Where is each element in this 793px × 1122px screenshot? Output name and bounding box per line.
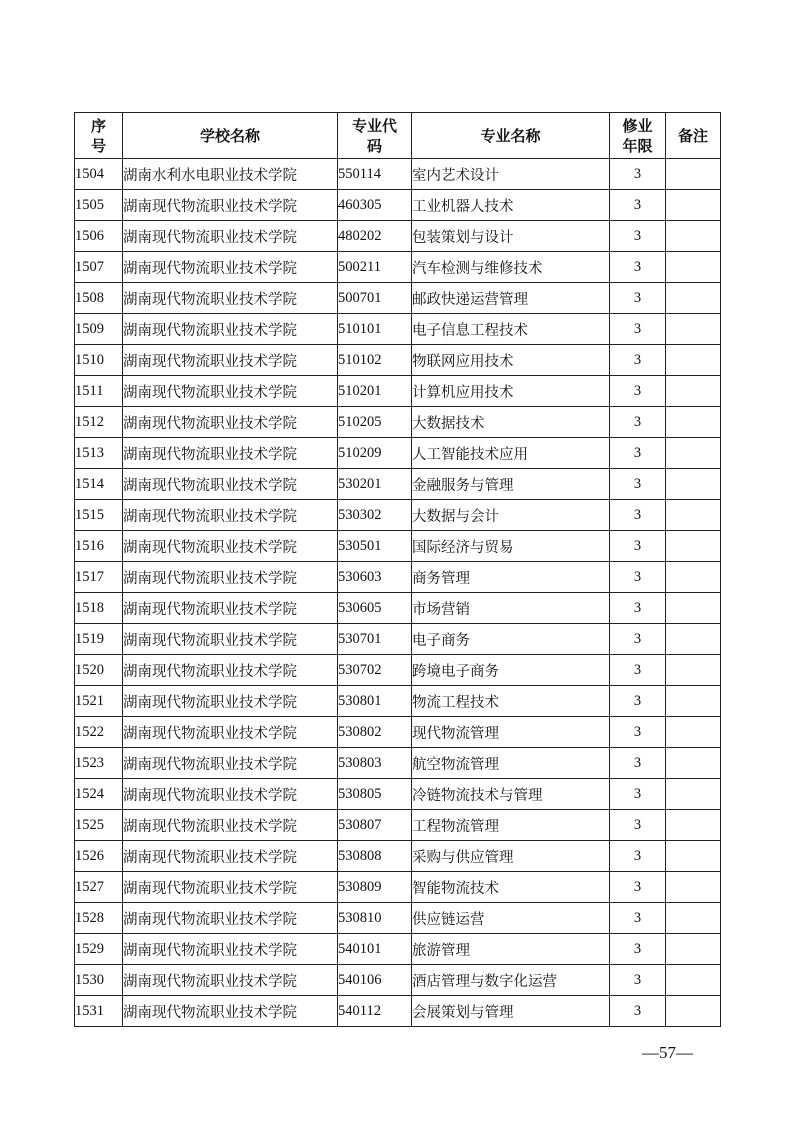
school-name-cell: 湖南现代物流职业技术学院 — [123, 655, 338, 686]
major-name-cell: 金融服务与管理 — [412, 469, 610, 500]
page-number: —57— — [642, 1043, 693, 1062]
serial-number-cell: 1531 — [75, 996, 123, 1027]
major-code-cell: 530801 — [338, 686, 412, 717]
table-row — [75, 407, 721, 438]
study-years-cell: 3 — [610, 810, 666, 841]
header-major-code: 专业代码 — [338, 113, 412, 159]
table-row — [75, 252, 721, 283]
school-name-cell: 湖南现代物流职业技术学院 — [123, 965, 338, 996]
major-code-cell: 530605 — [338, 593, 412, 624]
major-code-cell: 510205 — [338, 407, 412, 438]
study-years-cell: 3 — [610, 717, 666, 748]
major-code-cell: 510101 — [338, 314, 412, 345]
serial-number-cell: 1506 — [75, 221, 123, 252]
study-years-cell: 3 — [610, 872, 666, 903]
major-name-cell: 室内艺术设计 — [412, 159, 610, 190]
table-row — [75, 748, 721, 779]
study-years-cell: 3 — [610, 376, 666, 407]
major-name-cell: 包装策划与设计 — [412, 221, 610, 252]
table-row — [75, 376, 721, 407]
major-name-cell: 现代物流管理 — [412, 717, 610, 748]
major-name-cell: 市场营销 — [412, 593, 610, 624]
remarks-cell — [666, 655, 721, 686]
school-name-cell: 湖南现代物流职业技术学院 — [123, 376, 338, 407]
major-name-cell: 国际经济与贸易 — [412, 531, 610, 562]
serial-number-cell: 1504 — [75, 159, 123, 190]
major-name-cell: 采购与供应管理 — [412, 841, 610, 872]
study-years-cell: 3 — [610, 500, 666, 531]
remarks-cell — [666, 469, 721, 500]
table-body — [75, 159, 721, 1027]
school-name-cell: 湖南现代物流职业技术学院 — [123, 221, 338, 252]
serial-number-cell: 1520 — [75, 655, 123, 686]
major-name-cell: 电子信息工程技术 — [412, 314, 610, 345]
table-row — [75, 810, 721, 841]
table-row — [75, 686, 721, 717]
major-name-cell: 计算机应用技术 — [412, 376, 610, 407]
study-years-cell: 3 — [610, 593, 666, 624]
school-name-cell: 湖南现代物流职业技术学院 — [123, 841, 338, 872]
major-name-cell: 邮政快递运营管理 — [412, 283, 610, 314]
remarks-cell — [666, 221, 721, 252]
serial-number-cell: 1515 — [75, 500, 123, 531]
study-years-cell: 3 — [610, 190, 666, 221]
study-years-cell: 3 — [610, 531, 666, 562]
table-row — [75, 841, 721, 872]
major-name-cell: 汽车检测与维修技术 — [412, 252, 610, 283]
header-remarks: 备注 — [666, 113, 721, 159]
table-row — [75, 159, 721, 190]
serial-number-cell: 1510 — [75, 345, 123, 376]
study-years-cell: 3 — [610, 562, 666, 593]
major-name-cell: 工业机器人技术 — [412, 190, 610, 221]
remarks-cell — [666, 934, 721, 965]
major-code-cell: 530805 — [338, 779, 412, 810]
major-code-cell: 530808 — [338, 841, 412, 872]
major-name-cell: 跨境电子商务 — [412, 655, 610, 686]
majors-table — [74, 112, 721, 1027]
remarks-cell — [666, 686, 721, 717]
serial-number-cell: 1529 — [75, 934, 123, 965]
study-years-cell: 3 — [610, 655, 666, 686]
major-code-cell: 460305 — [338, 190, 412, 221]
school-name-cell: 湖南现代物流职业技术学院 — [123, 190, 338, 221]
study-years-cell: 3 — [610, 779, 666, 810]
study-years-cell: 3 — [610, 314, 666, 345]
serial-number-cell: 1513 — [75, 438, 123, 469]
table-row — [75, 438, 721, 469]
serial-number-cell: 1525 — [75, 810, 123, 841]
school-name-cell: 湖南现代物流职业技术学院 — [123, 934, 338, 965]
remarks-cell — [666, 345, 721, 376]
school-name-cell: 湖南现代物流职业技术学院 — [123, 748, 338, 779]
serial-number-cell: 1519 — [75, 624, 123, 655]
major-code-cell: 550114 — [338, 159, 412, 190]
remarks-cell — [666, 779, 721, 810]
remarks-cell — [666, 252, 721, 283]
table-row — [75, 562, 721, 593]
study-years-cell: 3 — [610, 438, 666, 469]
school-name-cell: 湖南水利水电职业技术学院 — [123, 159, 338, 190]
remarks-cell — [666, 748, 721, 779]
school-name-cell: 湖南现代物流职业技术学院 — [123, 345, 338, 376]
study-years-cell: 3 — [610, 159, 666, 190]
remarks-cell — [666, 717, 721, 748]
serial-number-cell: 1527 — [75, 872, 123, 903]
table-row — [75, 903, 721, 934]
serial-number-cell: 1512 — [75, 407, 123, 438]
study-years-cell: 3 — [610, 748, 666, 779]
major-name-cell: 供应链运营 — [412, 903, 610, 934]
major-code-cell: 540106 — [338, 965, 412, 996]
serial-number-cell: 1514 — [75, 469, 123, 500]
major-code-cell: 530603 — [338, 562, 412, 593]
remarks-cell — [666, 438, 721, 469]
study-years-cell: 3 — [610, 686, 666, 717]
table-row — [75, 996, 721, 1027]
study-years-cell: 3 — [610, 965, 666, 996]
major-name-cell: 旅游管理 — [412, 934, 610, 965]
school-name-cell: 湖南现代物流职业技术学院 — [123, 872, 338, 903]
school-name-cell: 湖南现代物流职业技术学院 — [123, 314, 338, 345]
remarks-cell — [666, 283, 721, 314]
study-years-cell: 3 — [610, 841, 666, 872]
major-code-cell: 540112 — [338, 996, 412, 1027]
remarks-cell — [666, 903, 721, 934]
remarks-cell — [666, 872, 721, 903]
school-name-cell: 湖南现代物流职业技术学院 — [123, 252, 338, 283]
header-serial-number: 序号 — [75, 113, 123, 159]
header-row — [75, 113, 721, 159]
table-header — [75, 113, 721, 159]
major-name-cell: 人工智能技术应用 — [412, 438, 610, 469]
table-row — [75, 345, 721, 376]
major-name-cell: 冷链物流技术与管理 — [412, 779, 610, 810]
table-row — [75, 283, 721, 314]
header-school-name: 学校名称 — [123, 113, 338, 159]
major-name-cell: 大数据技术 — [412, 407, 610, 438]
major-name-cell: 会展策划与管理 — [412, 996, 610, 1027]
major-code-cell: 530810 — [338, 903, 412, 934]
school-name-cell: 湖南现代物流职业技术学院 — [123, 686, 338, 717]
serial-number-cell: 1528 — [75, 903, 123, 934]
major-code-cell: 530702 — [338, 655, 412, 686]
serial-number-cell: 1523 — [75, 748, 123, 779]
table-row — [75, 314, 721, 345]
major-name-cell: 智能物流技术 — [412, 872, 610, 903]
remarks-cell — [666, 562, 721, 593]
study-years-cell: 3 — [610, 407, 666, 438]
major-code-cell: 510209 — [338, 438, 412, 469]
school-name-cell: 湖南现代物流职业技术学院 — [123, 407, 338, 438]
school-name-cell: 湖南现代物流职业技术学院 — [123, 531, 338, 562]
school-name-cell: 湖南现代物流职业技术学院 — [123, 469, 338, 500]
study-years-cell: 3 — [610, 624, 666, 655]
serial-number-cell: 1508 — [75, 283, 123, 314]
remarks-cell — [666, 996, 721, 1027]
remarks-cell — [666, 810, 721, 841]
serial-number-cell: 1505 — [75, 190, 123, 221]
school-name-cell: 湖南现代物流职业技术学院 — [123, 624, 338, 655]
table-row — [75, 500, 721, 531]
major-code-cell: 530802 — [338, 717, 412, 748]
major-code-cell: 530201 — [338, 469, 412, 500]
major-code-cell: 530501 — [338, 531, 412, 562]
major-name-cell: 物流工程技术 — [412, 686, 610, 717]
major-code-cell: 500211 — [338, 252, 412, 283]
major-name-cell: 航空物流管理 — [412, 748, 610, 779]
school-name-cell: 湖南现代物流职业技术学院 — [123, 779, 338, 810]
major-name-cell: 酒店管理与数字化运营 — [412, 965, 610, 996]
major-code-cell: 530302 — [338, 500, 412, 531]
serial-number-cell: 1516 — [75, 531, 123, 562]
school-name-cell: 湖南现代物流职业技术学院 — [123, 717, 338, 748]
study-years-cell: 3 — [610, 221, 666, 252]
major-code-cell: 510201 — [338, 376, 412, 407]
serial-number-cell: 1507 — [75, 252, 123, 283]
school-name-cell: 湖南现代物流职业技术学院 — [123, 438, 338, 469]
major-code-cell: 510102 — [338, 345, 412, 376]
serial-number-cell: 1526 — [75, 841, 123, 872]
remarks-cell — [666, 500, 721, 531]
remarks-cell — [666, 376, 721, 407]
major-name-cell: 商务管理 — [412, 562, 610, 593]
table-row — [75, 779, 721, 810]
remarks-cell — [666, 190, 721, 221]
remarks-cell — [666, 531, 721, 562]
table-row — [75, 934, 721, 965]
serial-number-cell: 1517 — [75, 562, 123, 593]
school-name-cell: 湖南现代物流职业技术学院 — [123, 593, 338, 624]
school-name-cell: 湖南现代物流职业技术学院 — [123, 283, 338, 314]
school-name-cell: 湖南现代物流职业技术学院 — [123, 500, 338, 531]
remarks-cell — [666, 407, 721, 438]
major-code-cell: 500701 — [338, 283, 412, 314]
major-code-cell: 530803 — [338, 748, 412, 779]
serial-number-cell: 1511 — [75, 376, 123, 407]
serial-number-cell: 1522 — [75, 717, 123, 748]
table-row — [75, 221, 721, 252]
serial-number-cell: 1530 — [75, 965, 123, 996]
major-code-cell: 530809 — [338, 872, 412, 903]
serial-number-cell: 1521 — [75, 686, 123, 717]
table-row — [75, 593, 721, 624]
remarks-cell — [666, 314, 721, 345]
table-row — [75, 872, 721, 903]
table-row — [75, 531, 721, 562]
major-name-cell: 物联网应用技术 — [412, 345, 610, 376]
serial-number-cell: 1518 — [75, 593, 123, 624]
study-years-cell: 3 — [610, 283, 666, 314]
remarks-cell — [666, 624, 721, 655]
table-row — [75, 190, 721, 221]
major-code-cell: 530701 — [338, 624, 412, 655]
serial-number-cell: 1524 — [75, 779, 123, 810]
study-years-cell: 3 — [610, 252, 666, 283]
major-name-cell: 大数据与会计 — [412, 500, 610, 531]
study-years-cell: 3 — [610, 345, 666, 376]
major-name-cell: 电子商务 — [412, 624, 610, 655]
header-study-years: 修业年限 — [610, 113, 666, 159]
major-code-cell: 530807 — [338, 810, 412, 841]
table-row — [75, 624, 721, 655]
header-major-name: 专业名称 — [412, 113, 610, 159]
school-name-cell: 湖南现代物流职业技术学院 — [123, 996, 338, 1027]
major-code-cell: 540101 — [338, 934, 412, 965]
major-name-cell: 工程物流管理 — [412, 810, 610, 841]
major-code-cell: 480202 — [338, 221, 412, 252]
school-name-cell: 湖南现代物流职业技术学院 — [123, 810, 338, 841]
remarks-cell — [666, 841, 721, 872]
table-row — [75, 469, 721, 500]
remarks-cell — [666, 965, 721, 996]
study-years-cell: 3 — [610, 469, 666, 500]
table-row — [75, 965, 721, 996]
remarks-cell — [666, 593, 721, 624]
serial-number-cell: 1509 — [75, 314, 123, 345]
remarks-cell — [666, 159, 721, 190]
school-name-cell: 湖南现代物流职业技术学院 — [123, 562, 338, 593]
table-row — [75, 717, 721, 748]
study-years-cell: 3 — [610, 903, 666, 934]
study-years-cell: 3 — [610, 996, 666, 1027]
table-row — [75, 655, 721, 686]
study-years-cell: 3 — [610, 934, 666, 965]
school-name-cell: 湖南现代物流职业技术学院 — [123, 903, 338, 934]
